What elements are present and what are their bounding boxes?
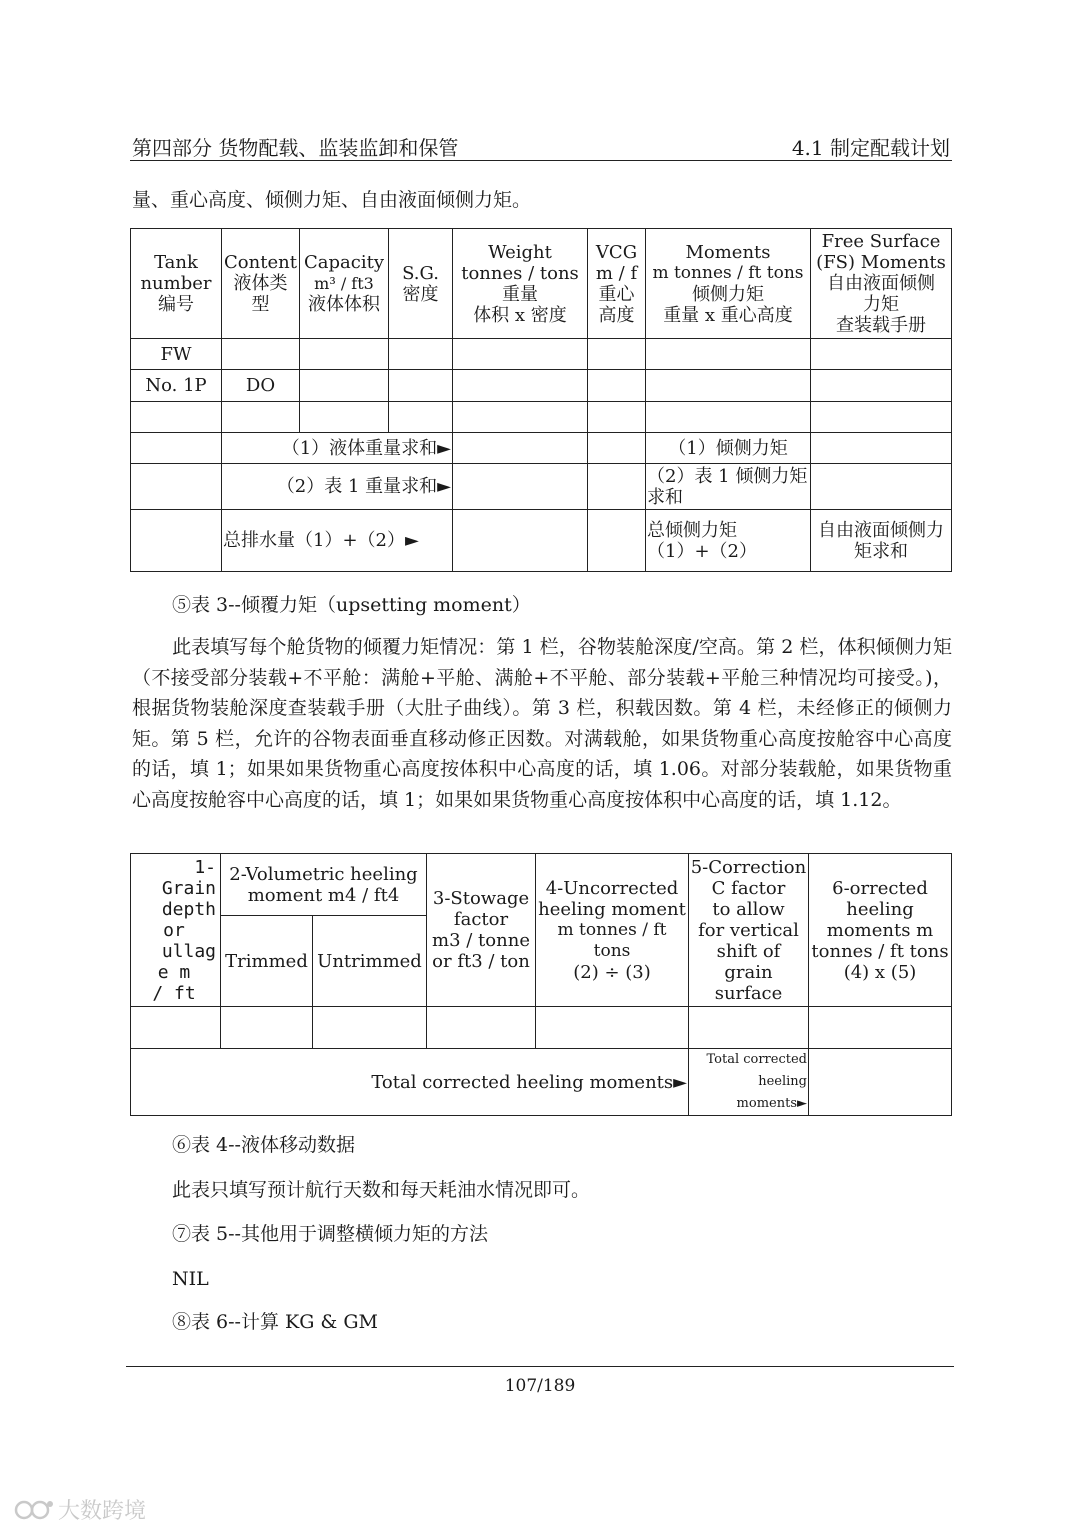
empty-cell bbox=[453, 433, 588, 464]
header-line: (2) ÷ (3) bbox=[573, 961, 651, 983]
empty-cell bbox=[689, 1007, 809, 1049]
header-line: (4) x (5) bbox=[843, 961, 917, 983]
empty-cell bbox=[389, 402, 453, 433]
header-line: 5-Correction bbox=[690, 856, 807, 878]
header-line: m tonnes / ft tons bbox=[557, 919, 667, 961]
table-row bbox=[131, 433, 952, 464]
header-line: Content bbox=[224, 252, 297, 273]
header-corrected-heeling bbox=[809, 854, 952, 1007]
header-line: 力矩 bbox=[863, 294, 899, 315]
header-line: tonnes / ft tons bbox=[811, 940, 949, 962]
header-line: 倾侧力矩 bbox=[692, 283, 764, 305]
content-cell: DO bbox=[222, 370, 300, 402]
footer-rule bbox=[126, 1366, 954, 1367]
section5-text: 此表填写每个舱货物的倾覆力矩情况：第 1 栏，谷物装舱深度/空高。第 2 栏，体积倾侧力矩（不接受部分装载+不平舱：满舱+平舱、满舱+不平舱、部分装载+平舱三种情况均可接受。)，根据货物装舱深度查装载手册（大肚子曲线）。第 3 栏，积载因数。第 4 栏，未经修正的倾侧力矩。第 5 栏，允许的谷物表面垂直移动修正因数。对满载舱，如果货物重心高度按舱容中心高度的话，填 1；如果如果货物重心高度按体积中心高度的话，填 1.06。对部分装载舱，如果货物重心高度按舱容中心高度的话，填 1；如果如果货物重心高度按体积中心高度的话，填 1.12。 bbox=[132, 636, 952, 811]
section8-heading: ⑧表 6--计算 KG & GM bbox=[172, 1311, 379, 1333]
header-line: m / f bbox=[595, 262, 638, 284]
header-line: to allow bbox=[712, 898, 785, 920]
header-stowage-factor bbox=[427, 854, 536, 1007]
header-line: or ft3 / ton bbox=[432, 951, 530, 972]
empty-cell bbox=[588, 510, 646, 572]
header-line: factor bbox=[453, 909, 509, 930]
header-line: 6-orrected bbox=[832, 877, 928, 899]
section6-heading: ⑥表 4--液体移动数据 bbox=[172, 1134, 355, 1156]
header-line: 液体体积 bbox=[308, 294, 380, 315]
header-weight bbox=[453, 229, 588, 339]
empty-cell bbox=[811, 402, 952, 433]
empty-cell bbox=[646, 370, 811, 402]
header-content bbox=[222, 229, 300, 339]
empty-cell bbox=[300, 339, 389, 370]
header-line: Capacity bbox=[304, 252, 384, 273]
empty-cell bbox=[131, 433, 222, 464]
header-line: / ft bbox=[152, 982, 196, 1004]
section7-heading: ⑦表 5--其他用于调整横倾力矩的方法 bbox=[172, 1223, 488, 1245]
table-row bbox=[131, 370, 952, 402]
header-line: 自由液面倾侧 bbox=[827, 273, 935, 294]
watermark-logo-icon bbox=[14, 1498, 54, 1522]
page-number: 107/189 bbox=[504, 1376, 576, 1396]
empty-cell bbox=[646, 339, 811, 370]
header-line: for vertical bbox=[698, 919, 799, 941]
header-line: 重量 bbox=[502, 283, 538, 305]
section5-heading: ⑤表 3--倾覆力矩（upsetting moment） bbox=[172, 594, 531, 616]
header-untrimmed: Untrimmed bbox=[313, 916, 427, 1007]
header-line: 重心 bbox=[598, 283, 635, 305]
total-heel-moment-label: 总倾侧力矩（1）+（2） bbox=[646, 510, 811, 572]
empty-cell bbox=[809, 1049, 952, 1116]
tank-cell: FW bbox=[131, 339, 222, 370]
table-row bbox=[131, 1049, 952, 1116]
heel-moment-1-label: （1）倾侧力矩 bbox=[646, 433, 811, 464]
watermark bbox=[14, 1494, 146, 1525]
header-line: 查装载手册 bbox=[836, 315, 926, 336]
empty-cell bbox=[811, 433, 952, 464]
header-capacity bbox=[300, 229, 389, 339]
header-sg bbox=[389, 229, 453, 339]
header-tank bbox=[131, 229, 222, 339]
header-line: m3 / tonne bbox=[432, 930, 530, 951]
header-line: moment m4 / ft4 bbox=[247, 884, 400, 906]
header-vcg bbox=[588, 229, 646, 339]
section6-text: 此表只填写预计航行天数和每天耗油水情况即可。 bbox=[172, 1179, 591, 1201]
header-trimmed: Trimmed bbox=[221, 916, 313, 1007]
small-line: Total corrected bbox=[706, 1052, 807, 1067]
header-line: S.G. bbox=[402, 262, 439, 284]
header-line: Free Surface bbox=[821, 231, 941, 252]
fs-total-label: 自由液面倾侧力矩求和 bbox=[811, 510, 952, 572]
empty-cell bbox=[453, 402, 588, 433]
header-grain-depth bbox=[131, 854, 221, 1007]
header-line: m³ / ft3 bbox=[314, 274, 374, 293]
header-line: 型 bbox=[251, 294, 270, 315]
table-row bbox=[131, 1007, 952, 1049]
content-cell bbox=[222, 339, 300, 370]
header-line: heeling bbox=[846, 898, 914, 920]
tank-cell bbox=[131, 402, 222, 433]
header-line: 重量 x 重心高度 bbox=[663, 304, 793, 326]
empty-cell bbox=[131, 510, 222, 572]
header-line: e m bbox=[157, 961, 191, 983]
empty-cell bbox=[427, 1007, 536, 1049]
empty-cell bbox=[588, 402, 646, 433]
empty-cell bbox=[453, 370, 588, 402]
empty-cell bbox=[453, 339, 588, 370]
small-line: moments► bbox=[736, 1096, 807, 1111]
header-line: surface bbox=[714, 982, 783, 1004]
header-rule bbox=[130, 160, 952, 161]
header-line: ullag bbox=[161, 940, 216, 962]
empty-cell bbox=[389, 339, 453, 370]
section7-text: NIL bbox=[172, 1268, 209, 1290]
header-line: Tank bbox=[154, 252, 198, 273]
empty-cell bbox=[536, 1007, 689, 1049]
empty-cell bbox=[811, 464, 952, 510]
header-line: heeling moment bbox=[538, 898, 686, 920]
tank-cell: No. 1P bbox=[131, 370, 222, 402]
empty-cell bbox=[646, 402, 811, 433]
sum-liquid-label: （1）液体重量求和► bbox=[222, 433, 453, 464]
empty-cell bbox=[588, 433, 646, 464]
header-line: m tonnes / ft tons bbox=[652, 262, 804, 283]
total-displacement-label: 总排水量（1）+（2）► bbox=[222, 510, 453, 572]
header-line: or bbox=[163, 919, 185, 941]
table-row bbox=[131, 464, 952, 510]
empty-cell bbox=[809, 1007, 952, 1049]
header-line: shift of grain bbox=[716, 940, 781, 983]
liquid-table bbox=[130, 228, 952, 572]
empty-cell bbox=[131, 464, 222, 510]
empty-cell bbox=[389, 370, 453, 402]
header-line: 体积 x 密度 bbox=[473, 304, 567, 326]
empty-cell bbox=[588, 370, 646, 402]
heel-moment-2-label: （2）表 1 倾侧力矩求和 bbox=[646, 464, 811, 510]
header-line: depth bbox=[161, 898, 216, 920]
header-line: Moments bbox=[685, 241, 771, 263]
header-moments bbox=[646, 229, 811, 339]
empty-cell bbox=[313, 1007, 427, 1049]
header-line: Weight bbox=[488, 241, 552, 263]
header-line: moments m bbox=[826, 919, 934, 941]
header-volumetric-heeling bbox=[221, 854, 427, 916]
empty-cell bbox=[588, 339, 646, 370]
watermark-text: 大数跨境 bbox=[58, 1499, 147, 1524]
header-chapter-title: 4.1 制定配载计划 bbox=[791, 136, 950, 160]
header-line: C factor bbox=[711, 877, 786, 899]
header-line: 4-Uncorrected bbox=[545, 877, 679, 899]
header-line: (FS) Moments bbox=[816, 252, 946, 273]
table-row bbox=[131, 339, 952, 370]
small-line: heeling bbox=[758, 1074, 807, 1089]
header-line: 3-Stowage bbox=[432, 888, 530, 909]
sum-table1-label: （2）表 1 重量求和► bbox=[222, 464, 453, 510]
empty-cell bbox=[453, 464, 588, 510]
empty-cell bbox=[588, 464, 646, 510]
content-cell bbox=[222, 402, 300, 433]
header-line: 编号 bbox=[158, 294, 194, 315]
empty-cell bbox=[300, 370, 389, 402]
empty-cell bbox=[221, 1007, 313, 1049]
header-free-surface bbox=[811, 229, 952, 339]
intro-line: 量、重心高度、倾侧力矩、自由液面倾侧力矩。 bbox=[132, 189, 532, 211]
table-row bbox=[131, 402, 952, 433]
header-line: 1- Grain bbox=[161, 856, 216, 899]
header-line: 2-Volumetric heeling bbox=[229, 863, 418, 885]
empty-cell bbox=[131, 1007, 221, 1049]
total-corrected-label: Total corrected heeling moments► bbox=[131, 1049, 689, 1116]
header-line: tonnes / tons bbox=[461, 262, 579, 284]
empty-cell bbox=[300, 402, 389, 433]
empty-cell bbox=[811, 370, 952, 402]
header-line: 液体类 bbox=[233, 273, 288, 294]
empty-cell bbox=[811, 339, 952, 370]
empty-cell bbox=[453, 510, 588, 572]
header-section-title: 第四部分 货物配载、监装监卸和保管 bbox=[132, 136, 459, 160]
upsetting-moment-table bbox=[130, 853, 952, 1116]
header-correction-factor bbox=[689, 854, 809, 1007]
section5-paragraph bbox=[132, 632, 952, 815]
total-corrected-small-label bbox=[689, 1049, 809, 1116]
header-line: 高度 bbox=[598, 304, 635, 326]
header-line: VCG bbox=[595, 241, 638, 263]
header-line: 密度 bbox=[402, 283, 439, 305]
header-line: number bbox=[140, 273, 212, 294]
header-uncorrected-heeling bbox=[536, 854, 689, 1007]
table-row bbox=[131, 510, 952, 572]
